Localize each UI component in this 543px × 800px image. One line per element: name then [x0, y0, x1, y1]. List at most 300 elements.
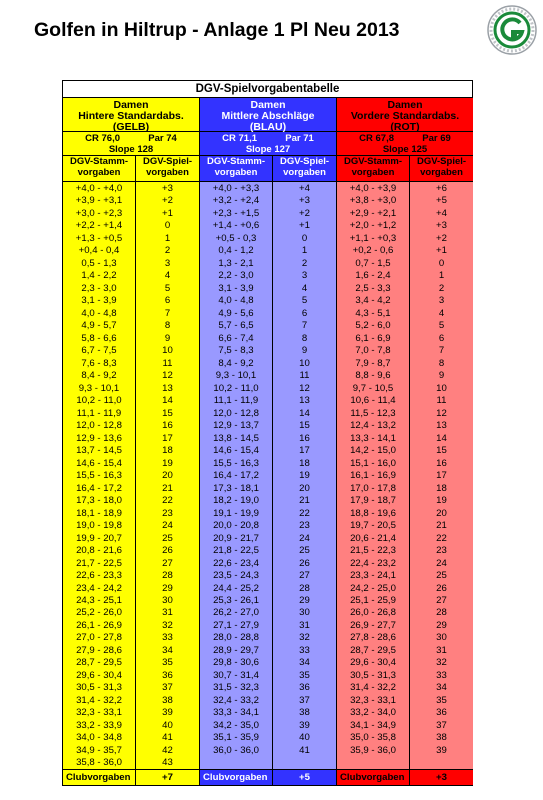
- playing-handicap: 2: [164, 245, 171, 257]
- playing-handicap: 26: [162, 545, 173, 557]
- table-row: [63, 681, 199, 693]
- table-row: [63, 282, 199, 294]
- table-row-empty: [337, 756, 473, 768]
- handicap-range: 16,4 - 17,2: [200, 469, 273, 481]
- course-rating-line: [63, 133, 199, 144]
- clubvorgaben-value: +5: [299, 771, 310, 783]
- playing-handicap: +3: [436, 220, 447, 232]
- table-row: [337, 744, 473, 756]
- table-row: [337, 257, 473, 269]
- playing-handicap: 31: [299, 619, 310, 631]
- playing-handicap: 6: [301, 307, 308, 319]
- column-header-spielvorgaben: DGV-Spiel-vorgaben: [279, 156, 330, 178]
- table-row: [63, 319, 199, 331]
- playing-handicap: 5: [164, 282, 171, 294]
- table-row: [337, 219, 473, 231]
- playing-handicap: 10: [299, 357, 310, 369]
- table-row: [200, 582, 336, 594]
- handicap-range: 2,3 - 3,0: [63, 282, 136, 294]
- playing-handicap: 22: [436, 532, 447, 544]
- playing-handicap: 24: [436, 557, 447, 569]
- table-row: [63, 382, 199, 394]
- handicap-range: 17,3 - 18,0: [63, 494, 136, 506]
- handicap-range: 14,6 - 15,4: [63, 457, 136, 469]
- handicap-range: 18,8 - 19,6: [337, 507, 410, 519]
- playing-handicap: 2: [438, 282, 445, 294]
- table-row-empty: [200, 756, 336, 768]
- table-row: [200, 519, 336, 531]
- table-row: [63, 606, 199, 618]
- handicap-range: 19,1 - 19,9: [200, 507, 273, 519]
- table-row: [337, 319, 473, 331]
- table-row: [337, 731, 473, 743]
- handicap-range: 0,5 - 1,3: [63, 257, 136, 269]
- handicap-range: 3,1 - 3,9: [200, 282, 273, 294]
- table-row: [337, 631, 473, 643]
- handicap-range: 9,3 - 10,1: [63, 382, 136, 394]
- handicap-range: 26,0 - 26,8: [337, 606, 410, 618]
- handicap-range: 5,8 - 6,6: [63, 332, 136, 344]
- table-row: [200, 719, 336, 731]
- handicap-range: 6,1 - 6,9: [337, 332, 410, 344]
- table-row: [337, 469, 473, 481]
- playing-handicap: 26: [299, 557, 310, 569]
- handicap-range: 0,7 - 1,5: [337, 257, 410, 269]
- table-row: [63, 469, 199, 481]
- handicap-range: 12,0 - 12,8: [200, 407, 273, 419]
- handicap-range: 3,1 - 3,9: [63, 294, 136, 306]
- table-row: [337, 594, 473, 606]
- table-row: [337, 232, 473, 244]
- playing-handicap: 14: [299, 407, 310, 419]
- handicap-range: 23,3 - 24,1: [337, 569, 410, 581]
- table-row: [63, 432, 199, 444]
- table-row: [337, 569, 473, 581]
- table-row: [337, 656, 473, 668]
- playing-handicap: +3: [299, 195, 310, 207]
- section-yellow: [63, 98, 199, 785]
- playing-handicap: 15: [162, 407, 173, 419]
- handicap-range: 5,2 - 6,0: [337, 319, 410, 331]
- section-blue: [199, 98, 336, 785]
- table-row: [63, 644, 199, 656]
- table-row: [63, 569, 199, 581]
- table-row: [337, 582, 473, 594]
- table-row: [63, 507, 199, 519]
- table-row: [200, 606, 336, 618]
- playing-handicap: 12: [299, 382, 310, 394]
- table-row: [63, 219, 199, 231]
- handicap-range: 23,4 - 24,2: [63, 582, 136, 594]
- empty-cell: [200, 756, 273, 768]
- course-rating: CR 71,1: [222, 133, 257, 144]
- table-row: [200, 681, 336, 693]
- page-title: Golfen in Hiltrup - Anlage 1 Pl Neu 2013: [34, 19, 400, 41]
- handicap-range: 18,2 - 19,0: [200, 494, 273, 506]
- playing-handicap: 21: [299, 495, 310, 507]
- table-row: [337, 644, 473, 656]
- playing-handicap: 27: [299, 570, 310, 582]
- handicap-range: 14,6 - 15,4: [200, 444, 273, 456]
- playing-handicap: 31: [436, 644, 447, 656]
- handicap-range: +2,2 - +1,4: [63, 219, 136, 231]
- table-row: [337, 182, 473, 194]
- column-header-stammvorgaben: DGV-Stamm-vorgaben: [337, 156, 410, 181]
- playing-handicap: 16: [162, 420, 173, 432]
- table-row: [200, 457, 336, 469]
- handicap-range: 30,7 - 31,4: [200, 669, 273, 681]
- handicap-range: 21,5 - 22,3: [337, 544, 410, 556]
- playing-handicap: 8: [301, 332, 308, 344]
- section-column-headers: [63, 156, 199, 182]
- table-row: [63, 694, 199, 706]
- handicap-range: 10,2 - 11,0: [200, 382, 273, 394]
- table-row: [200, 631, 336, 643]
- handicap-range: 20,6 - 21,4: [337, 532, 410, 544]
- handicap-range: 24,2 - 25,0: [337, 582, 410, 594]
- section-header: [337, 98, 473, 132]
- section-line2: Mittlere Abschläge: [221, 110, 315, 122]
- section-line3: (ROT): [390, 121, 420, 133]
- playing-handicap: 41: [162, 732, 173, 744]
- table-row: [200, 432, 336, 444]
- handicap-range: 12,9 - 13,6: [63, 432, 136, 444]
- table-row: [63, 232, 199, 244]
- handicap-range: 4,9 - 5,7: [63, 319, 136, 331]
- course-rating: CR 67,8: [359, 133, 394, 144]
- handicap-range: +0,2 - 0,6: [337, 244, 410, 256]
- playing-handicap: 29: [436, 619, 447, 631]
- playing-handicap: 20: [162, 470, 173, 482]
- section-rows: [200, 182, 336, 769]
- table-row: [200, 257, 336, 269]
- section-line3: (BLAU): [249, 121, 287, 133]
- table-row: [337, 444, 473, 456]
- playing-handicap: 36: [299, 682, 310, 694]
- handicap-range: 26,2 - 27,0: [200, 606, 273, 618]
- handicap-range: 26,1 - 26,9: [63, 619, 136, 631]
- playing-handicap: 3: [164, 257, 171, 269]
- table-row: [63, 369, 199, 381]
- section-header: [200, 98, 336, 132]
- handicap-range: 30,5 - 31,3: [63, 681, 136, 693]
- playing-handicap: 27: [162, 557, 173, 569]
- column-header-spielvorgaben: DGV-Spiel-vorgaben: [142, 156, 193, 178]
- handicap-range: 17,3 - 18,1: [200, 482, 273, 494]
- handicap-range: 10,6 - 11,4: [337, 394, 410, 406]
- handicap-range: 28,0 - 28,8: [200, 631, 273, 643]
- empty-cell: [410, 756, 473, 768]
- playing-handicap: 13: [436, 420, 447, 432]
- section-footer: [63, 769, 199, 785]
- handicap-range: 7,9 - 8,7: [337, 357, 410, 369]
- column-header-spielvorgaben: DGV-Spiel-vorgaben: [416, 156, 467, 178]
- handicap-range: 11,5 - 12,3: [337, 407, 410, 419]
- playing-handicap: 20: [299, 482, 310, 494]
- handicap-range: 15,5 - 16,3: [200, 457, 273, 469]
- handicap-range: 31,4 - 32,2: [63, 694, 136, 706]
- handicap-range: 12,0 - 12,8: [63, 419, 136, 431]
- handicap-range: 12,9 - 13,7: [200, 419, 273, 431]
- playing-handicap: 26: [436, 582, 447, 594]
- table-row: [63, 719, 199, 731]
- playing-handicap: 16: [436, 457, 447, 469]
- table-row: [200, 382, 336, 394]
- table-row: [337, 407, 473, 419]
- table-row: [63, 631, 199, 643]
- handicap-range: +2,0 - +1,2: [337, 219, 410, 231]
- handicap-range: 16,1 - 16,9: [337, 469, 410, 481]
- table-row: [337, 344, 473, 356]
- playing-handicap: 5: [301, 295, 308, 307]
- table-row: [200, 357, 336, 369]
- playing-handicap: 7: [164, 307, 171, 319]
- table-row: [200, 619, 336, 631]
- playing-handicap: 19: [162, 457, 173, 469]
- clubvorgaben-label: Clubvorgaben: [200, 770, 273, 785]
- handicap-range: 32,3 - 33,1: [63, 706, 136, 718]
- handicap-range: 28,9 - 29,7: [200, 644, 273, 656]
- handicap-range: 13,3 - 14,1: [337, 432, 410, 444]
- table-row: [63, 444, 199, 456]
- handicap-range: 33,2 - 34,0: [337, 706, 410, 718]
- handicap-range: 4,3 - 5,1: [337, 307, 410, 319]
- playing-handicap: 42: [162, 744, 173, 756]
- handicap-range: 35,8 - 36,0: [63, 756, 136, 768]
- section-course-rating: [200, 132, 336, 156]
- table-row: [200, 706, 336, 718]
- handicap-range: 35,9 - 36,0: [337, 744, 410, 756]
- playing-handicap: +4: [299, 183, 310, 194]
- playing-handicap: 18: [162, 445, 173, 457]
- table-row: [200, 544, 336, 556]
- column-header-stammvorgaben: DGV-Stamm-vorgaben: [63, 156, 136, 181]
- empty-cell: [337, 756, 410, 768]
- playing-handicap: 10: [436, 382, 447, 394]
- section-rows: [63, 182, 199, 769]
- table-row: [337, 294, 473, 306]
- slope-value: Slope 127: [245, 144, 291, 155]
- handicap-range: 27,8 - 28,6: [337, 631, 410, 643]
- playing-handicap: 37: [162, 682, 173, 694]
- table-row: [200, 469, 336, 481]
- handicap-range: 3,4 - 4,2: [337, 294, 410, 306]
- playing-handicap: 20: [436, 507, 447, 519]
- playing-handicap: 4: [438, 307, 445, 319]
- handicap-range: 13,7 - 14,5: [63, 444, 136, 456]
- slope-value: Slope 128: [108, 144, 154, 155]
- section-line3: (GELB): [112, 121, 150, 133]
- playing-handicap: 30: [299, 607, 310, 619]
- playing-handicap: 16: [299, 432, 310, 444]
- handicap-range: 27,0 - 27,8: [63, 631, 136, 643]
- playing-handicap: 39: [162, 707, 173, 719]
- handicap-range: 2,2 - 3,0: [200, 269, 273, 281]
- handicap-range: 33,3 - 34,1: [200, 706, 273, 718]
- slope-value: Slope 125: [382, 144, 428, 155]
- handicap-range: 35,1 - 35,9: [200, 731, 273, 743]
- handicap-range: +1,3 - +0,5: [63, 232, 136, 244]
- playing-handicap: +1: [299, 220, 310, 232]
- table-row: [63, 419, 199, 431]
- table-row: [63, 407, 199, 419]
- table-row: [337, 382, 473, 394]
- table-row: [200, 557, 336, 569]
- table-row: [63, 594, 199, 606]
- playing-handicap: 4: [164, 270, 171, 282]
- handicap-range: 9,7 - 10,5: [337, 382, 410, 394]
- playing-handicap: 21: [436, 520, 447, 532]
- table-row: [63, 332, 199, 344]
- table-row: [337, 282, 473, 294]
- table-row: [337, 494, 473, 506]
- table-row: [200, 644, 336, 656]
- playing-handicap: 41: [299, 744, 310, 756]
- playing-handicap: 11: [162, 357, 173, 369]
- table-row: [337, 269, 473, 281]
- playing-handicap: 0: [438, 257, 445, 269]
- table-row: [200, 694, 336, 706]
- handicap-table: [62, 80, 473, 786]
- playing-handicap: 29: [299, 594, 310, 606]
- table-row: [337, 307, 473, 319]
- playing-handicap: 19: [299, 470, 310, 482]
- handicap-range: +3,0 - +2,3: [63, 207, 136, 219]
- table-row: [200, 244, 336, 256]
- playing-handicap: 24: [299, 532, 310, 544]
- handicap-range: +1,4 - +0,6: [200, 219, 273, 231]
- handicap-range: 25,2 - 26,0: [63, 606, 136, 618]
- table-row: [337, 532, 473, 544]
- playing-handicap: 24: [162, 520, 173, 532]
- table-row: [200, 219, 336, 231]
- handicap-range: 13,8 - 14,5: [200, 432, 273, 444]
- playing-handicap: 36: [436, 707, 447, 719]
- clubvorgaben-value: +3: [436, 771, 447, 783]
- playing-handicap: 13: [299, 395, 310, 407]
- table-row: [337, 719, 473, 731]
- playing-handicap: +1: [436, 245, 447, 257]
- handicap-range: 30,5 - 31,3: [337, 669, 410, 681]
- playing-handicap: 33: [162, 632, 173, 644]
- section-column-headers: [200, 156, 336, 182]
- handicap-range: 1,3 - 2,1: [200, 257, 273, 269]
- playing-handicap: 18: [299, 457, 310, 469]
- table-row: [337, 357, 473, 369]
- handicap-range: 20,9 - 21,7: [200, 532, 273, 544]
- table-row: [337, 394, 473, 406]
- handicap-range: 22,6 - 23,4: [200, 557, 273, 569]
- playing-handicap: 11: [299, 370, 310, 382]
- table-row: [63, 394, 199, 406]
- playing-handicap: 32: [299, 632, 310, 644]
- handicap-range: 34,2 - 35,0: [200, 719, 273, 731]
- playing-handicap: +1: [162, 207, 173, 219]
- playing-handicap: 38: [299, 707, 310, 719]
- playing-handicap: 17: [436, 470, 447, 482]
- playing-handicap: 15: [299, 420, 310, 432]
- handicap-range: 32,4 - 33,2: [200, 694, 273, 706]
- table-row: [200, 194, 336, 206]
- playing-handicap: 9: [164, 332, 171, 344]
- table-row: [63, 194, 199, 206]
- playing-handicap: 32: [162, 619, 173, 631]
- table-row: [200, 532, 336, 544]
- course-rating-line: [200, 133, 336, 144]
- table-row: [200, 744, 336, 756]
- table-row: [337, 194, 473, 206]
- playing-handicap: 28: [436, 607, 447, 619]
- table-columns: [63, 98, 472, 785]
- playing-handicap: +2: [299, 207, 310, 219]
- handicap-range: 17,9 - 18,7: [337, 494, 410, 506]
- playing-handicap: 28: [162, 570, 173, 582]
- playing-handicap: 35: [162, 657, 173, 669]
- handicap-range: 20,0 - 20,8: [200, 519, 273, 531]
- table-title: DGV-Spielvorgabentabelle: [63, 81, 472, 98]
- handicap-range: 27,9 - 28,6: [63, 644, 136, 656]
- playing-handicap: 22: [299, 507, 310, 519]
- table-row: [200, 269, 336, 281]
- table-row: [200, 507, 336, 519]
- handicap-range: 15,5 - 16,3: [63, 469, 136, 481]
- handicap-range: +3,8 - +3,0: [337, 194, 410, 206]
- table-row: [200, 344, 336, 356]
- playing-handicap: +5: [436, 195, 447, 207]
- playing-handicap: 34: [436, 682, 447, 694]
- handicap-range: 23,5 - 24,3: [200, 569, 273, 581]
- handicap-range: 35,0 - 35,8: [337, 731, 410, 743]
- table-row: [63, 257, 199, 269]
- section-line1: Damen: [113, 99, 149, 111]
- section-course-rating: [337, 132, 473, 156]
- handicap-range: 8,4 - 9,2: [200, 357, 273, 369]
- playing-handicap: 30: [162, 594, 173, 606]
- handicap-range: +4,0 - +4,0: [63, 182, 136, 194]
- playing-handicap: 29: [162, 582, 173, 594]
- playing-handicap: 30: [436, 632, 447, 644]
- table-row: [63, 582, 199, 594]
- table-row: [200, 731, 336, 743]
- table-row: [337, 457, 473, 469]
- playing-handicap: 35: [299, 669, 310, 681]
- playing-handicap: 23: [299, 520, 310, 532]
- handicap-range: 21,8 - 22,5: [200, 544, 273, 556]
- table-row: [200, 294, 336, 306]
- handicap-range: +4,0 - +3,3: [200, 182, 273, 194]
- playing-handicap: +4: [436, 207, 447, 219]
- handicap-range: 32,3 - 33,1: [337, 694, 410, 706]
- table-row: [337, 369, 473, 381]
- playing-handicap: 4: [301, 282, 308, 294]
- playing-handicap: 9: [301, 345, 308, 357]
- playing-handicap: 10: [162, 345, 173, 357]
- section-line2: Vordere Standardabs.: [350, 110, 460, 122]
- table-row: [337, 544, 473, 556]
- table-row: [200, 656, 336, 668]
- playing-handicap: 17: [162, 432, 173, 444]
- playing-handicap: 1: [301, 245, 308, 257]
- handicap-range: 7,0 - 7,8: [337, 344, 410, 356]
- handicap-range: 16,4 - 17,2: [63, 482, 136, 494]
- playing-handicap: 40: [162, 719, 173, 731]
- playing-handicap: 22: [162, 495, 173, 507]
- playing-handicap: 37: [299, 694, 310, 706]
- handicap-range: 6,7 - 7,5: [63, 344, 136, 356]
- handicap-range: +3,9 - +3,1: [63, 194, 136, 206]
- handicap-range: 7,5 - 8,3: [200, 344, 273, 356]
- table-row: [63, 619, 199, 631]
